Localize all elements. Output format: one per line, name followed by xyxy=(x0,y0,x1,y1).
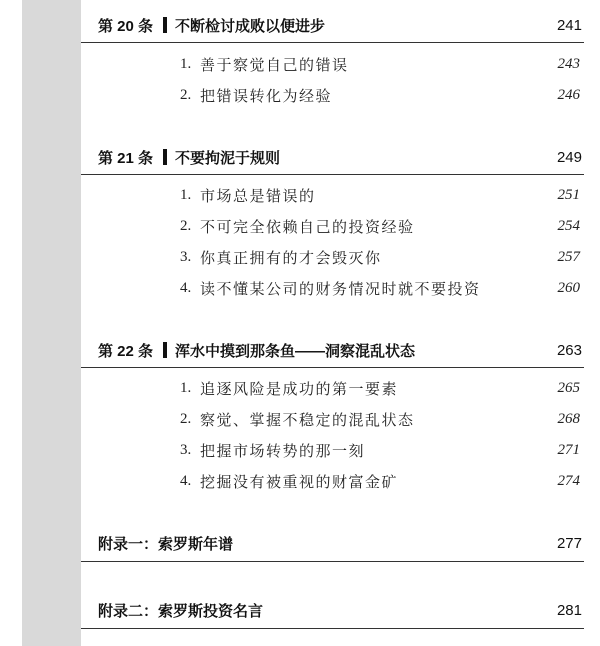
chapter-separator-bar xyxy=(163,17,167,33)
entry-title: 你真正拥有的才会毁灭你 xyxy=(200,250,382,267)
entry-title: 把握市场转势的那一刻 xyxy=(200,443,366,460)
entry-title: 市场总是错误的 xyxy=(200,188,316,205)
entry-page-number: 274 xyxy=(557,472,580,489)
appendix-heading-2[interactable] xyxy=(98,600,582,620)
side-margin-bar xyxy=(22,0,81,646)
chapter-divider xyxy=(81,174,584,175)
appendix-page-number: 281 xyxy=(556,601,582,619)
chapter-title: 浑水中摸到那条鱼——洞察混乱状态 xyxy=(175,342,416,360)
entry-index: 2. xyxy=(180,86,192,103)
chapter-title: 不断检讨成败以便进步 xyxy=(175,17,326,35)
entry-title: 挖掘没有被重视的财富金矿 xyxy=(200,474,399,491)
entry-index: 1. xyxy=(180,55,192,72)
entry-title: 察觉、掌握不稳定的混乱状态 xyxy=(200,412,415,429)
entry-page-number: 254 xyxy=(557,217,580,234)
entry-index: 1. xyxy=(180,186,192,203)
toc-entry[interactable] xyxy=(180,247,580,267)
entry-title: 善于察觉自己的错误 xyxy=(200,57,349,74)
chapter-heading-22[interactable] xyxy=(98,340,582,360)
chapter-separator-bar xyxy=(163,342,167,358)
toc-entry[interactable] xyxy=(180,409,580,429)
appendix-heading-1[interactable] xyxy=(98,533,582,553)
chapter-divider xyxy=(81,367,584,368)
entry-title: 把错误转化为经验 xyxy=(200,88,333,105)
entry-page-number: 260 xyxy=(557,279,580,296)
chapter-page-number: 241 xyxy=(556,16,582,34)
entry-page-number: 268 xyxy=(557,410,580,427)
appendix-divider xyxy=(81,628,584,629)
entry-page-number: 271 xyxy=(557,441,580,458)
entry-page-number: 265 xyxy=(557,379,580,396)
toc-entry[interactable] xyxy=(180,85,580,105)
entry-page-number: 251 xyxy=(557,186,580,203)
toc-entry[interactable] xyxy=(180,54,580,74)
appendix-title: 附录一：索罗斯年谱 xyxy=(98,535,234,553)
toc-entry[interactable] xyxy=(180,471,580,491)
toc-entry[interactable] xyxy=(180,378,580,398)
entry-index: 3. xyxy=(180,248,192,265)
chapter-separator-bar xyxy=(163,149,167,165)
entry-page-number: 246 xyxy=(557,86,580,103)
entry-page-number: 243 xyxy=(557,55,580,72)
appendix-title: 附录二：索罗斯投资名言 xyxy=(98,602,264,620)
toc-entry[interactable] xyxy=(180,440,580,460)
entry-title: 不可完全依赖自己的投资经验 xyxy=(200,219,415,236)
chapter-number: 第 20 条 xyxy=(98,17,154,35)
toc-entry[interactable] xyxy=(180,278,580,298)
entry-index: 2. xyxy=(180,410,192,427)
chapter-heading-21[interactable] xyxy=(98,147,582,167)
entry-index: 1. xyxy=(180,379,192,396)
entry-index: 3. xyxy=(180,441,192,458)
entry-index: 2. xyxy=(180,217,192,234)
entry-index: 4. xyxy=(180,472,192,489)
appendix-divider xyxy=(81,561,584,562)
chapter-number: 第 21 条 xyxy=(98,149,154,167)
chapter-divider xyxy=(81,42,584,43)
chapter-page-number: 249 xyxy=(556,148,582,166)
entry-title: 追逐风险是成功的第一要素 xyxy=(200,381,399,398)
entry-index: 4. xyxy=(180,279,192,296)
entry-title: 读不懂某公司的财务情况时就不要投资 xyxy=(200,281,481,298)
chapter-page-number: 263 xyxy=(556,341,582,359)
entry-page-number: 257 xyxy=(557,248,580,265)
appendix-page-number: 277 xyxy=(556,534,582,552)
toc-entry[interactable] xyxy=(180,185,580,205)
chapter-title: 不要拘泥于规则 xyxy=(175,149,281,167)
toc-entry[interactable] xyxy=(180,216,580,236)
chapter-heading-20[interactable] xyxy=(98,15,582,35)
chapter-number: 第 22 条 xyxy=(98,342,154,360)
